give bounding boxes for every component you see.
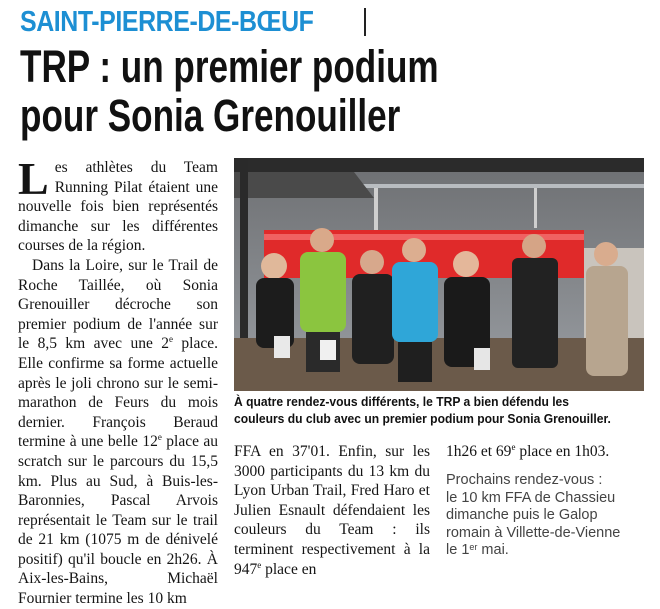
- paragraph-intro: [18, 153, 218, 256]
- paragraph-loire: [18, 256, 218, 609]
- text-run: Dans la Loire, sur le Trail de Roche Taillée, où Sonia Grenouiller décroche son premier podium de l'année sur le 8,5 km avec une 2: [18, 256, 218, 353]
- agenda-heading: Prochains rendez-vous :: [446, 472, 603, 488]
- superscript: er: [469, 542, 478, 553]
- text-run: place en: [261, 560, 317, 578]
- photo-caption: À quatre rendez-vous différents, le TRP a bien défendu les couleurs du club avec un premier podium pour Sonia Grenouiller.: [234, 394, 611, 426]
- podium-photo-illustration: [234, 158, 644, 391]
- paragraph-results-end: [446, 442, 638, 462]
- upcoming-events: [446, 472, 626, 560]
- article-column-1: [18, 153, 218, 608]
- agenda-text: [446, 490, 626, 560]
- kicker-divider: [364, 8, 366, 36]
- superscript: e: [257, 559, 262, 570]
- headline-line-1: TRP : un premier podium: [20, 41, 439, 92]
- text-run: mai.: [477, 542, 509, 559]
- headline-line-2: pour Sonia Grenouiller: [20, 90, 401, 141]
- event-photo: [234, 158, 644, 391]
- superscript: e: [169, 334, 173, 345]
- article-column-3: [446, 442, 638, 468]
- text-run: 1h26 et 69: [446, 443, 512, 460]
- article-column-2: [234, 442, 430, 582]
- drop-cap: L: [18, 153, 49, 204]
- superscript: e: [157, 432, 162, 443]
- headline: [20, 42, 439, 140]
- text-run: place au scratch sur le parcours du 15,5 km. Plus au Sud, à Buis-les-Baronnies, Pascal Arvois représentait le Team sur le trail de 21 km (1075 m de dénivelé positif) qu'il boucle en 2h26. À Aix-les-Bains, Michaël Fournier termine les 10 km: [18, 433, 218, 608]
- intro-text: es athlètes du Team Running Pilat étaient une nouvelle fois bien représentés dimanche sur les différentes courses de la région.: [18, 159, 218, 255]
- superscript: e: [511, 442, 516, 452]
- paragraph-lyon: [234, 442, 430, 579]
- section-kicker: SAINT-PIERRE-DE-BŒUF: [20, 6, 314, 38]
- text-run: le 10 km FFA de Chassieu dimanche puis le Galop romain à Villette-de-Vienne le 1: [446, 489, 621, 559]
- text-run: FFA en 37'01. Enfin, sur les 3000 participants du 13 km du Lyon Urban Trail, Fred Haro et Julien Esnault défendaient les couleurs du Team : ils terminent respectivement à la 947: [234, 443, 430, 578]
- text-run: place. Elle confirme sa forme actuelle après le joli chrono sur le semi-marathon de Feurs du mois dernier. François Beraud termine à une belle 12: [18, 335, 218, 451]
- text-run: place en 1h03.: [515, 443, 610, 460]
